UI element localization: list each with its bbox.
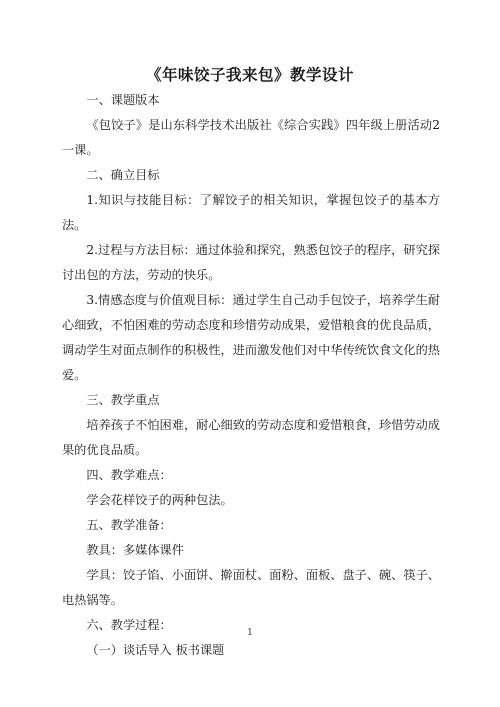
paragraph: （一）谈话导入 板书课题 xyxy=(86,643,225,657)
document-body xyxy=(62,88,440,663)
paragraph: 学具：饺子馅、小面饼、擀面杖、面粉、面板、盘子、碗、筷子、电热锅等。 xyxy=(62,568,440,607)
section-heading: 四、教学难点： xyxy=(86,468,172,482)
section-heading: 三、教学重点 xyxy=(86,393,160,407)
document-title: 《年味饺子我来包》教学设计 xyxy=(145,66,354,84)
paragraph: 学会花样饺子的两种包法。 xyxy=(86,493,233,507)
paragraph: 培养孩子不怕困难，耐心细致的劳动态度和爱惜粮食，珍惜劳动成果的优良品质。 xyxy=(62,418,440,457)
paragraph: 3.情感态度与价值观目标：通过学生自己动手包饺子，培养学生耐心细致，不怕困难的劳动态度和珍惜劳动成果，爱惜粮食的优良品质，调动学生对面点制作的积极性，进而激发他们对中华传统饮食文化的热爱。 xyxy=(62,293,440,382)
section-heading: 一、课题版本 xyxy=(86,93,160,107)
paragraph: 教具：多媒体课件 xyxy=(86,543,184,557)
section-heading: 六、教学过程： xyxy=(86,618,172,632)
paragraph: 2.过程与方法目标：通过体验和探究，熟悉包饺子的程序，研究探讨出包的方法，劳动的快乐。 xyxy=(62,243,440,282)
paragraph: 《包饺子》是山东科学技术出版社《综合实践》四年级上册活动2一课。 xyxy=(62,118,440,157)
section-heading: 二、确立目标 xyxy=(86,168,160,182)
page-number: 1 xyxy=(247,628,253,638)
section-heading: 五、教学准备： xyxy=(86,518,172,532)
paragraph: 1.知识与技能目标：了解饺子的相关知识，掌握包饺子的基本方法。 xyxy=(62,193,440,232)
